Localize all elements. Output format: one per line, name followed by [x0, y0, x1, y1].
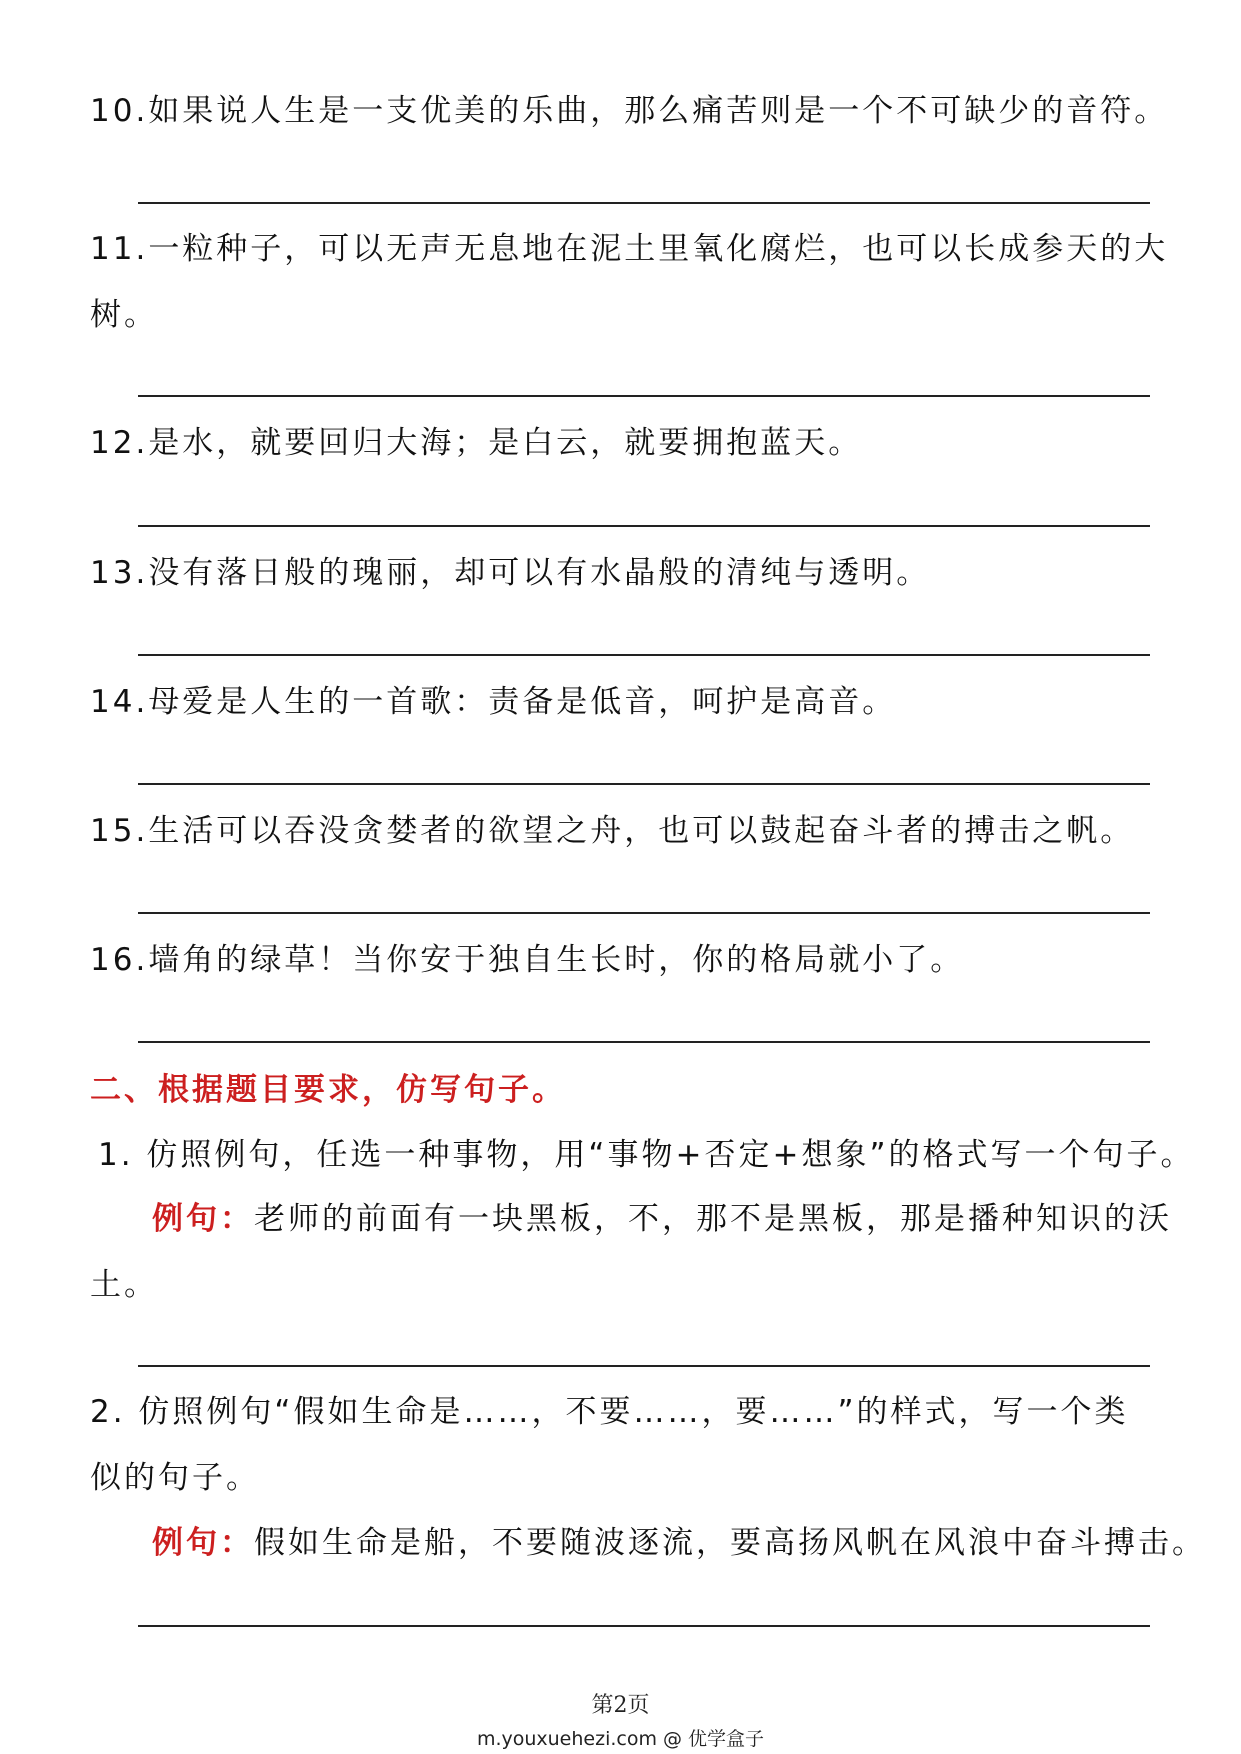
question-text: 是水，就要回归大海；是白云，就要拥抱蓝天。 [148, 425, 863, 461]
example-text: 老师的前面有一块黑板，不，那不是黑板，那是播种知识的沃 [254, 1201, 1172, 1237]
question-number: 13. [90, 555, 149, 591]
answer-line-section-2-q2[interactable] [138, 1625, 1150, 1627]
question-number: 15. [90, 813, 149, 849]
page-number: 第2页 [591, 1693, 650, 1718]
section-2-question-1-example-continuation: 土。 [90, 1267, 158, 1303]
section-2-question-1: 1. 仿照例句，任选一种事物，用“事物+否定+想象”的格式写一个句子。 [98, 1137, 1195, 1173]
question-number: 12. [90, 425, 149, 461]
question-number: 14. [90, 684, 149, 720]
section-2-question-2-continuation: 似的句子。 [90, 1460, 260, 1496]
question-text: 墙角的绿草！当你安于独自生长时，你的格局就小了。 [148, 942, 965, 978]
site-credit: m.youxuehezi.com @ 优学盒子 [476, 1728, 765, 1750]
question-number: 10. [90, 93, 149, 129]
answer-line-section-2-q1[interactable] [138, 1365, 1150, 1367]
question-text: 母爱是人生的一首歌：责备是低音，呵护是高音。 [148, 684, 897, 720]
question-text: 没有落日般的瑰丽，却可以有水晶般的清纯与透明。 [148, 555, 931, 591]
example-text: 假如生命是船，不要随波逐流，要高扬风帆在风浪中奋斗搏击。 [254, 1525, 1206, 1561]
answer-line-12[interactable] [138, 525, 1150, 527]
answer-line-16[interactable] [138, 1041, 1150, 1043]
question-text: 一粒种子，可以无声无息地在泥土里氧化腐烂，也可以长成参天的大 [148, 231, 1169, 267]
question-15 [90, 813, 1135, 849]
question-text: 生活可以吞没贪婪者的欲望之舟，也可以鼓起奋斗者的搏击之帆。 [148, 813, 1135, 849]
section-2-question-2: 2. 仿照例句“假如生命是……，不要……，要……”的样式，写一个类 [90, 1394, 1129, 1430]
section-2-question-1-example [152, 1201, 1172, 1237]
question-11 [90, 231, 1169, 267]
example-label: 例句： [152, 1525, 254, 1561]
question-16 [90, 942, 965, 978]
question-number: 11. [90, 231, 149, 267]
section-2-question-2-example [152, 1525, 1206, 1561]
answer-line-10[interactable] [138, 202, 1150, 204]
example-label: 例句： [152, 1201, 254, 1237]
answer-line-15[interactable] [138, 912, 1150, 914]
question-12 [90, 425, 863, 461]
answer-line-13[interactable] [138, 654, 1150, 656]
answer-line-11[interactable] [138, 395, 1150, 397]
section-2-title: 二、根据题目要求，仿写句子。 [90, 1072, 566, 1108]
question-10 [90, 93, 1169, 129]
question-13 [90, 555, 931, 591]
question-number: 16. [90, 942, 149, 978]
answer-line-14[interactable] [138, 783, 1150, 785]
question-text: 如果说人生是一支优美的乐曲，那么痛苦则是一个不可缺少的音符。 [148, 93, 1169, 129]
question-11-continuation: 树。 [90, 297, 158, 333]
question-14 [90, 684, 897, 720]
